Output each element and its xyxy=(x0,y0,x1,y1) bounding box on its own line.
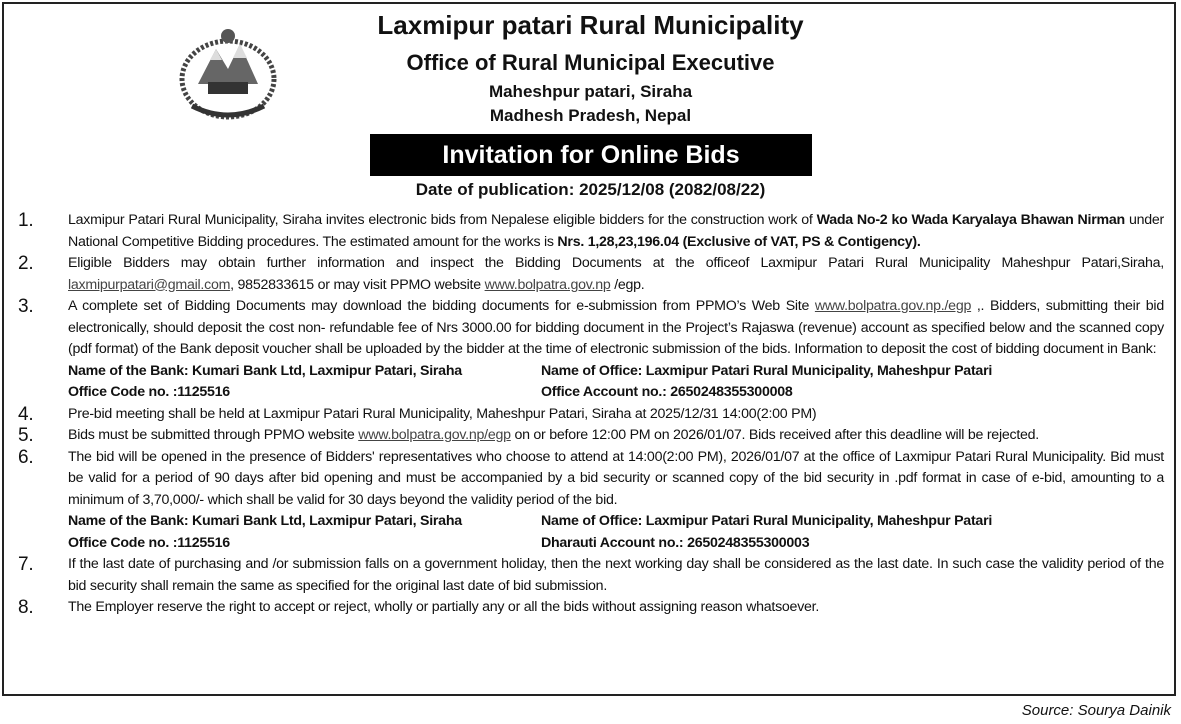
bank-detail: Office Account no.: 2650248355300008 xyxy=(541,384,793,400)
text-segment: on or before 12:00 PM on 2026/01/07. Bids received after this deadline will be rejected. xyxy=(510,427,1039,443)
text-segment: The bid will be opened in the presence of Bidders' representatives who choose to attend at 14:00(2:00 PM), 2026/01/07 at the office of Laxmipur Patari Rural Municipality. Bid must be valid for a period of 90 days after bid opening and must be accompanied by a bid security or scanned copy of the bid security in .pdf format in case of e-bid, amounting to a minimum of 3,70,000/- which shall be valid for 30 days beyond the validity period of the bid. xyxy=(68,448,1164,508)
item-number: 2. xyxy=(18,253,34,274)
notice-item xyxy=(12,447,1164,555)
address-line-2: Madhesh Pradesh, Nepal xyxy=(489,106,692,125)
item-text xyxy=(68,404,1164,426)
item-number: 1. xyxy=(18,210,34,231)
text-segment: If the last date of purchasing and /or submission falls on a government holiday, then the next working day shall be considered as the last date. In such case the validity period of the bid security shall remain the same as specified for the original last date of bid submission. xyxy=(68,556,1164,594)
notice-item xyxy=(12,253,1164,296)
notice-item xyxy=(12,425,1164,447)
text-segment: Laxmipur Patari Rural Municipality, Siraha invites electronic bids from Nepalese eligible bidders for the construction work of xyxy=(68,212,817,228)
address-line-1: Maheshpur patari, Siraha xyxy=(488,82,693,101)
text-segment: under National Competitive Bidding procedures. The estimated amount for the works is xyxy=(68,212,1164,250)
text-segment: Pre-bid meeting shall be held at Laxmipur Patari Rural Municipality, Maheshpur Patari, Siraha at 2025/12/31 14:00(2:00 PM) xyxy=(68,405,817,422)
notice-item xyxy=(12,296,1164,404)
bold-text: Nrs. 1,28,23,196.04 (Exclusive of VAT, PS & Contigency). xyxy=(557,233,921,250)
item-number: 8. xyxy=(18,597,34,618)
link[interactable]: www.bolpatra.gov.np./egp xyxy=(814,298,972,314)
bank-detail: Office Code no. :1125516 xyxy=(68,534,230,551)
link[interactable]: www.bolpatra.gov.np/egp xyxy=(358,427,511,443)
municipality-title: Laxmipur patari Rural Municipality xyxy=(377,10,804,40)
text-segment: The Employer reserve the right to accept or reject, wholly or partially any or all the bids without assigning reason whatsoever. xyxy=(68,599,820,615)
source-credit: Source: Sourya Dainik xyxy=(1021,702,1171,719)
bank-detail: Name of Office: Laxmipur Patari Rural Municipality, Maheshpur Patari xyxy=(541,362,993,379)
notice-item xyxy=(12,597,1164,619)
bank-detail: Name of the Bank: Kumari Bank Ltd, Laxmipur Patari, Siraha xyxy=(68,513,462,529)
item-number: 4. xyxy=(18,403,34,425)
notice-item xyxy=(12,210,1164,253)
item-number: 3. xyxy=(18,296,34,317)
bold-text: Wada No-2 ko Wada Karyalaya Bhawan Nirman xyxy=(816,212,1125,228)
bank-detail: Office Code no. :1125516 xyxy=(68,384,230,400)
item-text xyxy=(68,296,1164,404)
text-segment: , 9852833615 or may visit PPMO website xyxy=(230,276,485,293)
item-number: 5. xyxy=(18,425,34,446)
office-title: Office of Rural Municipal Executive xyxy=(406,50,775,75)
item-text xyxy=(68,210,1164,253)
publication-date: Date of publication: 2025/12/08 (2082/08/22) xyxy=(415,180,766,199)
text-segment: ,. Bidders, submitting their bid electronically, should deposit the cost non- refundable fee of Nrs 3000.00 for bidding document in the Project’s Rajaswa (revenue) account as specified below and the scanned copy (pdf format) of the Bank deposit voucher shall be uploaded by the bidder at the time of electronic submission of the bids. Information to deposit the cost of bidding document in Bank: xyxy=(68,298,1164,357)
notice-item xyxy=(12,404,1164,426)
item-text xyxy=(68,253,1164,296)
bank-detail: Name of the Bank: Kumari Bank Ltd, Laxmipur Patari, Siraha xyxy=(68,362,462,379)
notice-item xyxy=(12,554,1164,597)
item-text xyxy=(68,554,1164,597)
text-segment: /egp. xyxy=(610,276,645,293)
text-segment: A complete set of Bidding Documents may download the bidding documents for e-submission from PPMO’s Web Site xyxy=(68,298,815,314)
bank-details xyxy=(68,361,1164,404)
bank-detail: Dharauti Account no.: 2650248355300003 xyxy=(541,534,810,551)
notice-items xyxy=(12,210,1164,619)
item-text xyxy=(68,447,1164,555)
text-segment: Eligible Bidders may obtain further information and inspect the Bidding Documents at the officeof Laxmipur Patari Rural Municipality Maheshpur Patari,Siraha, xyxy=(68,255,1164,271)
item-text xyxy=(68,597,1164,619)
notice-banner: Invitation for Online Bids xyxy=(370,134,812,176)
link[interactable]: www.bolpatra.gov.np xyxy=(484,276,611,293)
text-segment: Bids must be submitted through PPMO website xyxy=(68,427,359,443)
item-number: 7. xyxy=(18,554,34,575)
link[interactable]: laxmipurpatari@gmail.com xyxy=(68,276,231,293)
bank-detail: Name of Office: Laxmipur Patari Rural Municipality, Maheshpur Patari xyxy=(541,513,993,529)
item-text xyxy=(68,425,1164,447)
item-number: 6. xyxy=(18,446,34,468)
bank-details xyxy=(68,511,1164,554)
